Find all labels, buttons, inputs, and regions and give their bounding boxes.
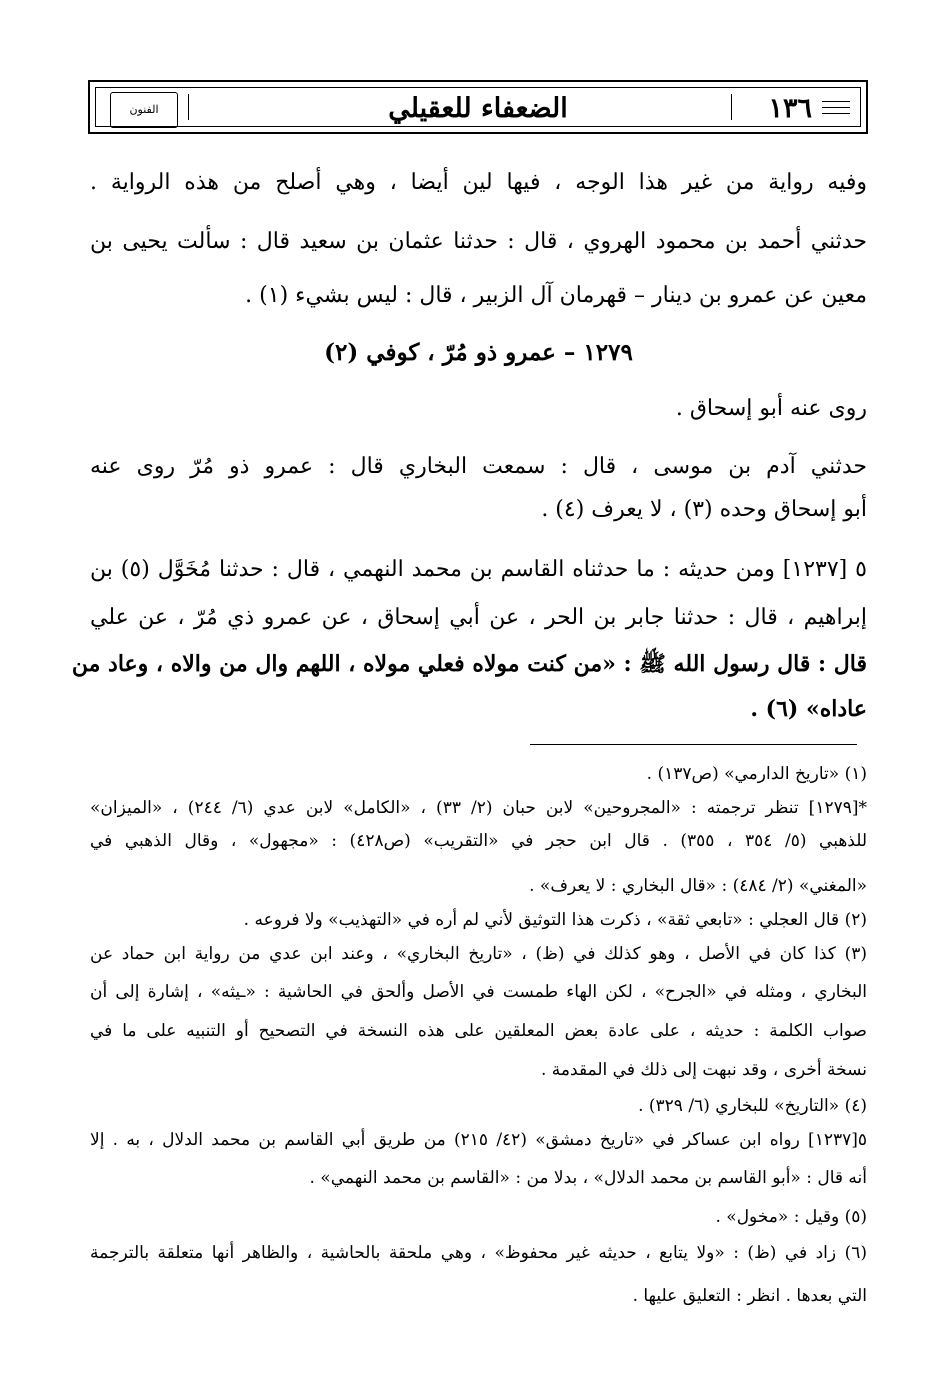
body-line: وفيه رواية من غير هذا الوجه ، فيها لين أيضا ، وهي أصلح من هذه الرواية . — [90, 170, 867, 195]
body-line: حدثني آدم بن موسى ، قال : سمعت البخاري قال : عمرو ذو مُرّ روى عنه — [90, 454, 867, 479]
footnote-line: «المغني» (٢/ ٤٨٤) : «قال البخاري : لا يعرف» . — [529, 876, 867, 896]
body-line: روى عنه أبو إسحاق . — [675, 396, 867, 421]
footnote-line: صواب الكلمة : حديثه ، على عادة بعض المعلقين على هذه النسخة في التصحيح أو التنبيه على ما في — [90, 1021, 867, 1041]
footnote-line: ٥[١٢٣٧] رواه ابن عساكر في «تاريخ دمشق» (٤٢/ ٢١٥) من طريق أبي القاسم بن محمد الدلال ، به . إلا — [90, 1130, 867, 1150]
running-header — [88, 80, 868, 134]
footnote-line: *[١٢٧٩] تنظر ترجمته : «المجروحين» لابن حبان (٢/ ٣٣) ، «الكامل» لابن عدي (٦/ ٢٤٤) ، «الميزان» — [90, 798, 867, 818]
footnote-line: (٣) كذا كان في الأصل ، وهو كذلك في (ظ) ، «تاريخ البخاري» ، وعند ابن عدي من رواية ابن حماد عن — [90, 944, 867, 964]
hadith-line: قال : قال رسول الله ﷺ : «من كنت مولاه فعلي مولاه ، اللهم وال من والاه ، وعاد من — [71, 651, 867, 677]
hadith-line: ٥ [١٢٣٧] ومن حديثه : ما حدثناه القاسم بن محمد النهمي ، قال : حدثنا مُخَوَّل (٥) بن — [90, 557, 867, 582]
header-divider-right — [731, 94, 732, 120]
entry-heading: ١٢٧٩ – عمرو ذو مُرّ ، كوفي (٢) — [324, 339, 633, 366]
footnote-line: (٢) قال العجلي : «تابعي ثقة» ، ذكرت هذا التوثيق لأني لم أره في «التهذيب» ولا فروعه . — [243, 910, 867, 930]
body-line: حدثني أحمد بن محمود الهروي ، قال : حدثنا عثمان بن سعيد قال : سألت يحيى بن — [90, 229, 867, 254]
footnote-line: التي بعدها . انظر : التعليق عليها . — [632, 1286, 867, 1306]
ornament-icon — [822, 96, 850, 122]
footnote-line: (٥) وقيل : «مخول» . — [715, 1207, 867, 1227]
footnote-line: نسخة أخرى ، وقد نبهت إلى ذلك في المقدمة . — [541, 1060, 867, 1080]
body-line: أبو إسحاق وحده (٣) ، لا يعرف (٤) . — [541, 497, 867, 522]
header-title: الضعفاء للعقيلي — [388, 93, 568, 124]
footnote-line: (٤) «التاريخ» للبخاري (٦/ ٣٢٩) . — [638, 1096, 867, 1116]
hadith-line: عاداه» (٦) . — [750, 696, 867, 722]
footnote-line: البخاري ، ومثله في «الجرح» ، لكن الهاء طمست في الأصل وألحق في الحاشية : «ـيثه» ، إشارة إلى أن — [90, 982, 867, 1002]
body-line: معين عن عمرو بن دينار – قهرمان آل الزبير ، قال : ليس بشيء (١) . — [245, 283, 867, 308]
footnote-line: أنه قال : «أبو القاسم بن محمد الدلال» ، بدلا من : «القاسم بن محمد النهمي» . — [309, 1168, 867, 1188]
header-frame — [95, 87, 861, 127]
footnote-line: (٦) زاد في (ظ) : «ولا يتابع ، حديثه غير محفوظ» ، وهي ملحقة بالحاشية ، والظاهر أنها متعلقة بالترجمة — [90, 1243, 867, 1263]
footnote-separator — [530, 744, 857, 745]
footnote-line: للذهبي (٥/ ٣٥٤ ، ٣٥٥) . قال ابن حجر في «التقريب» (ص٤٢٨) : «مجهول» ، وقال الذهبي في — [90, 831, 868, 851]
footnote-line: (١) «تاريخ الدارمي» (ص١٣٧) . — [646, 764, 867, 784]
hadith-line: إبراهيم ، قال : حدثنا جابر بن الحر ، عن أبي إسحاق ، عن عمرو ذي مُرّ ، عن علي — [90, 605, 867, 630]
page-number: ١٣٦ — [768, 93, 812, 124]
publisher-logo: الفنون — [110, 92, 178, 128]
